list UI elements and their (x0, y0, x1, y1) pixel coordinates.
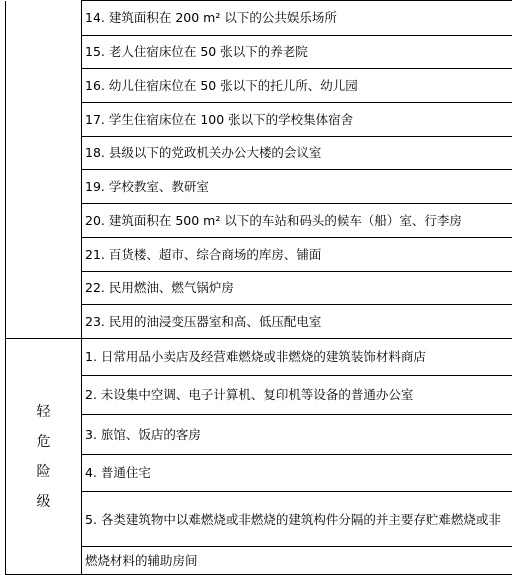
table-row (6, 376, 512, 415)
table-row (6, 455, 512, 492)
item-cell: 5. 各类建筑物中以难燃烧或非燃烧的建筑构件分隔的并主要存贮难燃烧或非 (82, 492, 512, 547)
item-cell: 17. 学生住宿床位在 100 张以下的学校集体宿舍 (82, 103, 512, 137)
item-cell: 14. 建筑面积在 200 m² 以下的公共娱乐场所 (82, 1, 512, 36)
item-cell: 19. 学校教室、教研室 (82, 170, 512, 204)
table-row (6, 339, 512, 376)
category-cell-upper (6, 1, 82, 339)
item-cell: 1. 日常用品小卖店及经营难燃烧或非燃烧的建筑装饰材料商店 (82, 339, 512, 376)
table-row (6, 204, 512, 238)
table-row (6, 69, 512, 103)
hazard-classification-table (5, 0, 512, 575)
item-cell-continuation: 燃烧材料的辅助房间 (82, 547, 512, 575)
table-row (6, 547, 512, 575)
item-cell: 22. 民用燃油、燃气锅炉房 (82, 272, 512, 305)
table-row (6, 272, 512, 305)
table-row (6, 415, 512, 455)
category-label-light-hazard: 轻危险级 (36, 397, 52, 517)
item-cell: 23. 民用的油浸变压器室和高、低压配电室 (82, 305, 512, 339)
item-cell: 4. 普通住宅 (82, 455, 512, 492)
table-row (6, 305, 512, 339)
item-cell: 16. 幼儿住宿床位在 50 张以下的托儿所、幼儿园 (82, 69, 512, 103)
category-cell-light-hazard (6, 339, 82, 575)
table-row (6, 137, 512, 170)
table-row (6, 492, 512, 547)
item-cell: 15. 老人住宿床位在 50 张以下的养老院 (82, 36, 512, 69)
table-row (6, 238, 512, 272)
table-row (6, 1, 512, 36)
table-row (6, 36, 512, 69)
item-cell: 20. 建筑面积在 500 m² 以下的车站和码头的候车（船）室、行李房 (82, 204, 512, 238)
table-row (6, 103, 512, 137)
item-cell: 2. 未设集中空调、电子计算机、复印机等设备的普通办公室 (82, 376, 512, 415)
item-cell: 21. 百货楼、超市、综合商场的库房、铺面 (82, 238, 512, 272)
item-cell: 3. 旅馆、饭店的客房 (82, 415, 512, 455)
table-row (6, 170, 512, 204)
item-cell: 18. 县级以下的党政机关办公大楼的会议室 (82, 137, 512, 170)
